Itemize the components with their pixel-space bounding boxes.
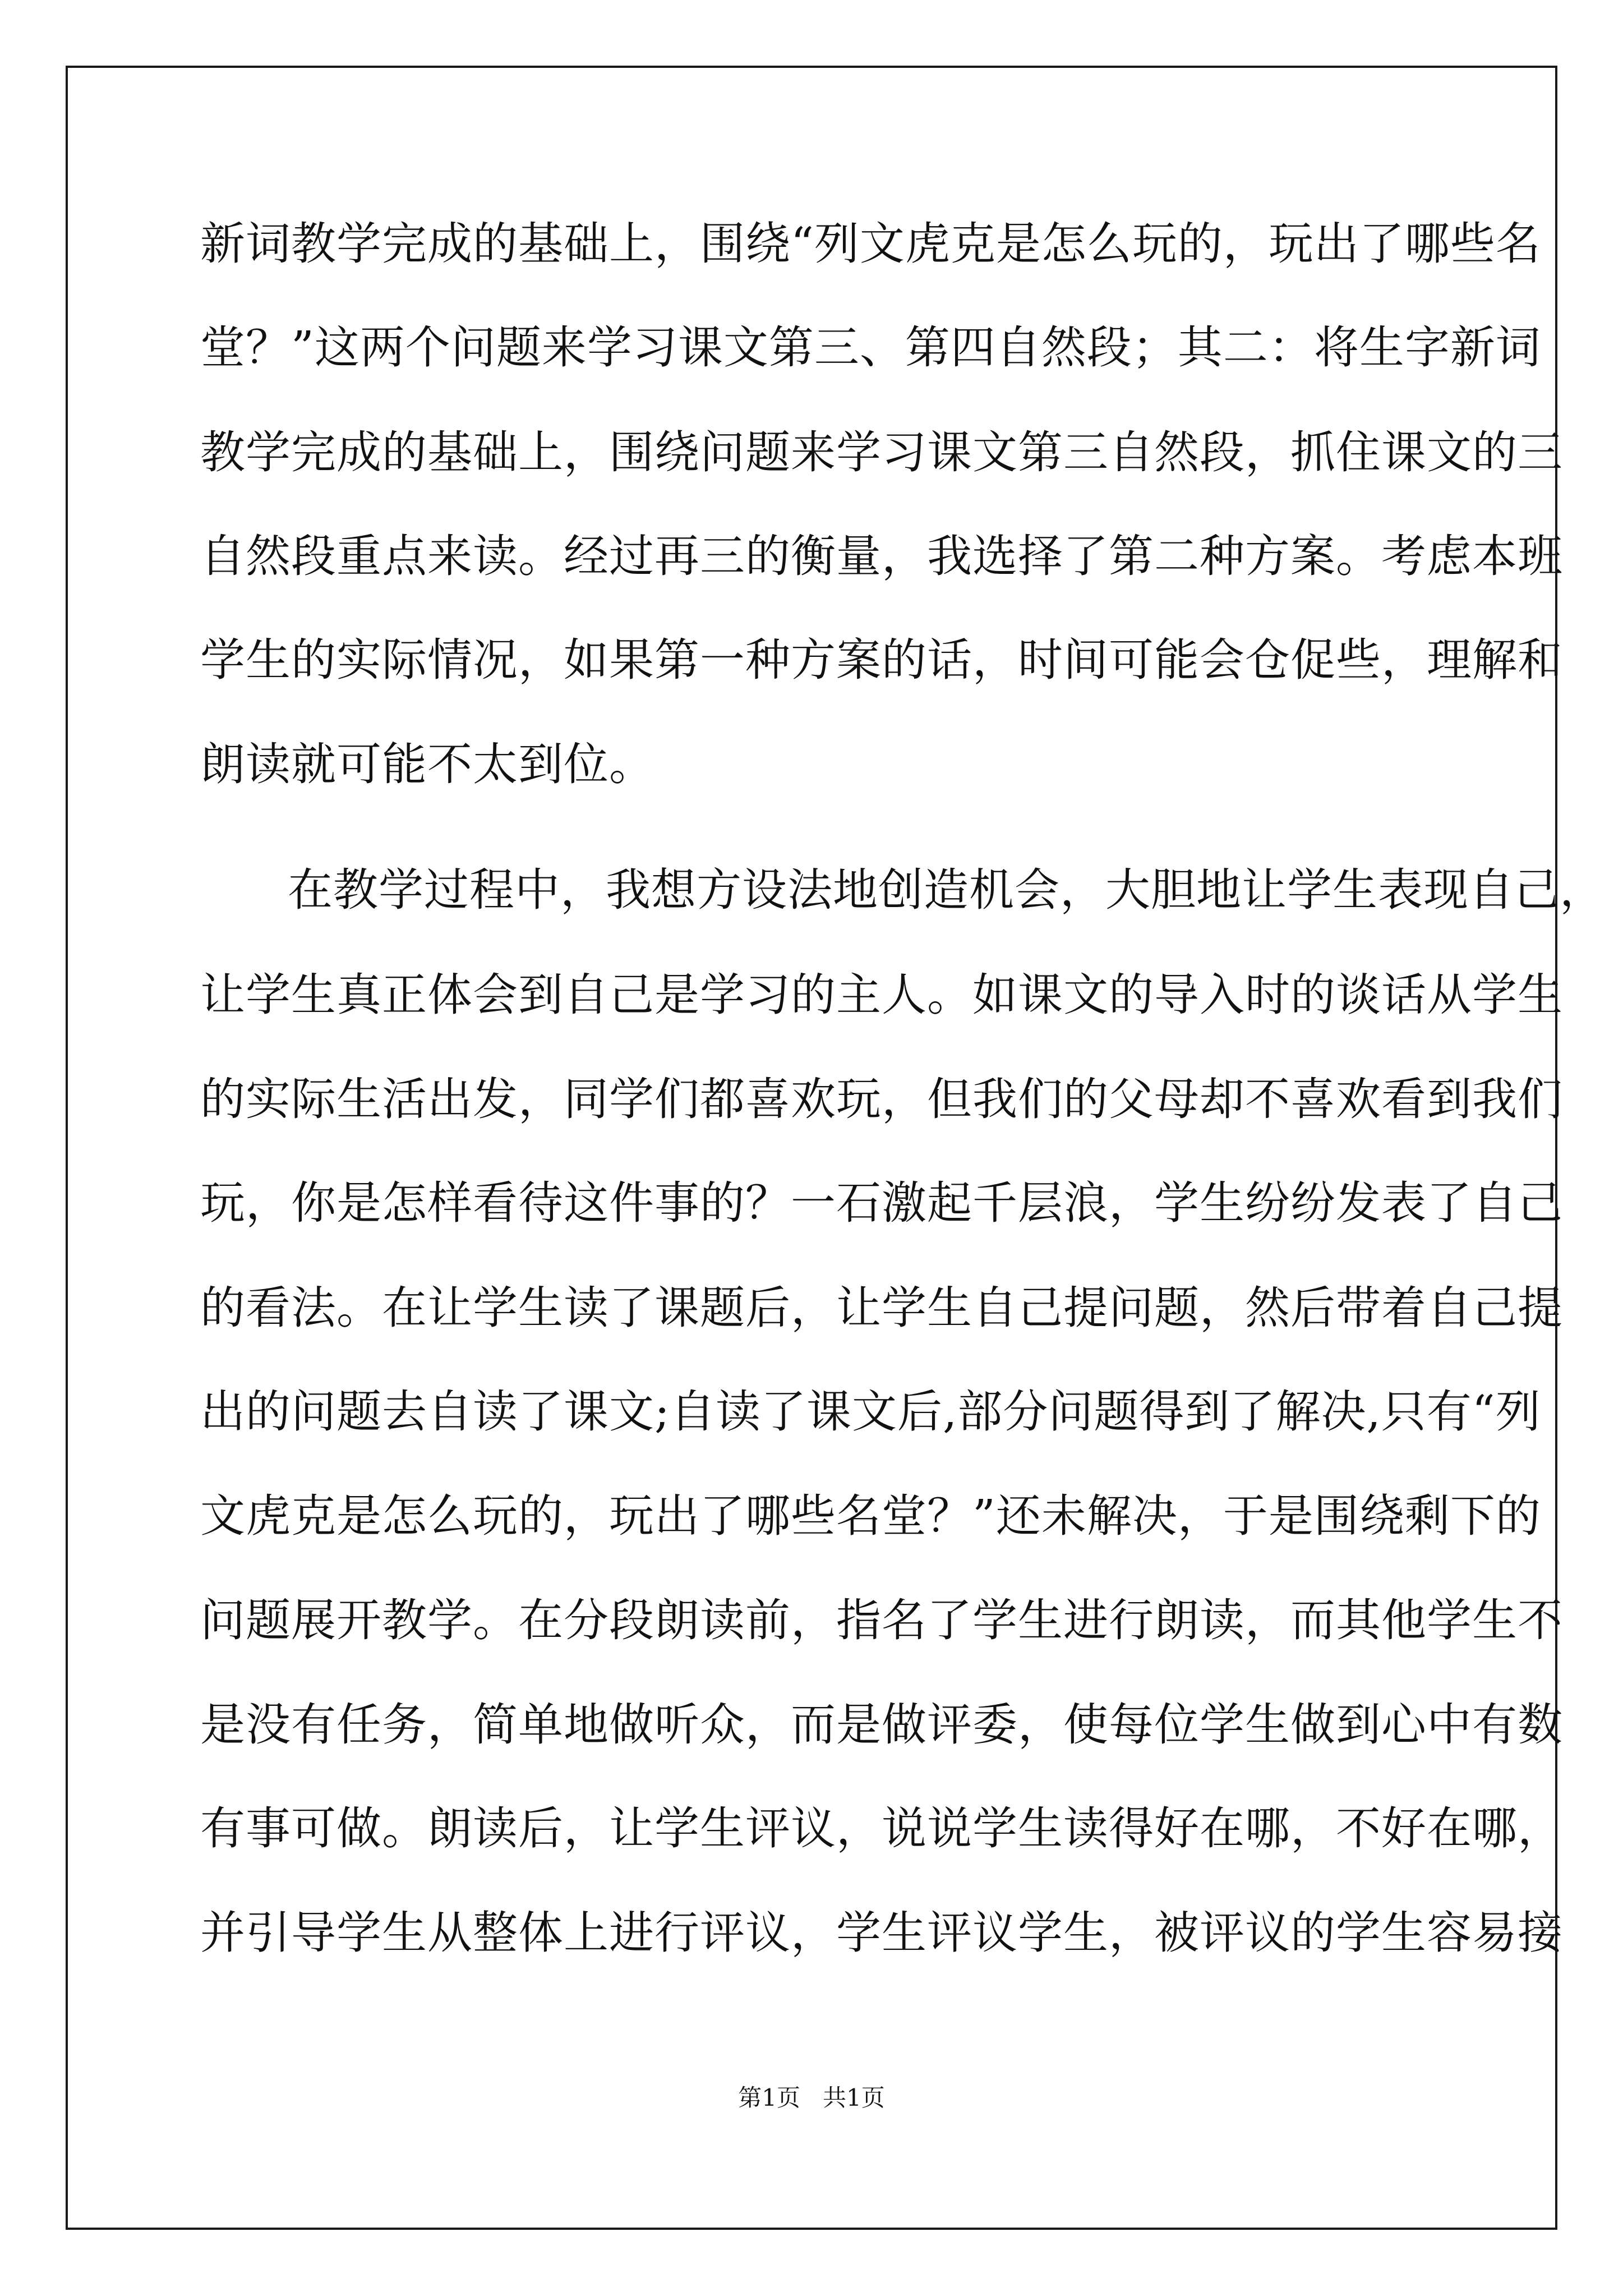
text-line: 并引导学生从整体上进行评议，学生评议学生，被评议的学生容易接	[200, 1907, 1563, 1959]
text-line: 教学完成的基础上，围绕问题来学习课文第三自然段，抓住课文的三	[200, 426, 1563, 478]
text-line: 朗读就可能不太到位。	[200, 738, 654, 790]
text-line: 有事可做。朗读后，让学生评议，说说学生读得好在哪，不好在哪，	[200, 1802, 1563, 1855]
text-line: 的实际生活出发，同学们都喜欢玩，但我们的父母却不喜欢看到我们	[200, 1073, 1563, 1125]
text-line: 问题展开教学。在分段朗读前，指名了学生进行朗读，而其他学生不	[200, 1594, 1563, 1646]
text-line: 的看法。在让学生读了课题后，让学生自己提问题，然后带着自己提	[200, 1282, 1563, 1334]
text-line: 自然段重点来读。经过再三的衡量，我选择了第二种方案。考虑本班	[200, 530, 1563, 582]
text-line: 玩，你是怎样看待这件事的？一石激起千层浪，学生纷纷发表了自己	[200, 1177, 1563, 1229]
text-line: 是没有任务，简单地做听众，而是做评委，使每位学生做到心中有数	[200, 1699, 1563, 1751]
text-line: 学生的实际情况，如果第一种方案的话，时间可能会仓促些，理解和	[200, 634, 1563, 686]
text-line: 堂？”这两个问题来学习课文第三、第四自然段；其二：将生字新词	[200, 321, 1541, 374]
text-line: 文虎克是怎么玩的，玩出了哪些名堂？”还未解决，于是围绕剩下的	[200, 1490, 1541, 1542]
paragraph-first-line: 在教学过程中，我想方设法地创造机会，大胆地让学生表现自己，	[288, 864, 1605, 916]
text-line: 新词教学完成的基础上，围绕“列文虎克是怎么玩的，玩出了哪些名	[200, 218, 1541, 270]
page-footer: 第1页 共1页	[738, 2084, 885, 2111]
text-line: 让学生真正体会到自己是学习的主人。如课文的导入时的谈话从学生	[200, 969, 1563, 1021]
text-line: 出的问题去自读了课文;自读了课文后,部分问题得到了解决,只有“列	[200, 1386, 1541, 1438]
